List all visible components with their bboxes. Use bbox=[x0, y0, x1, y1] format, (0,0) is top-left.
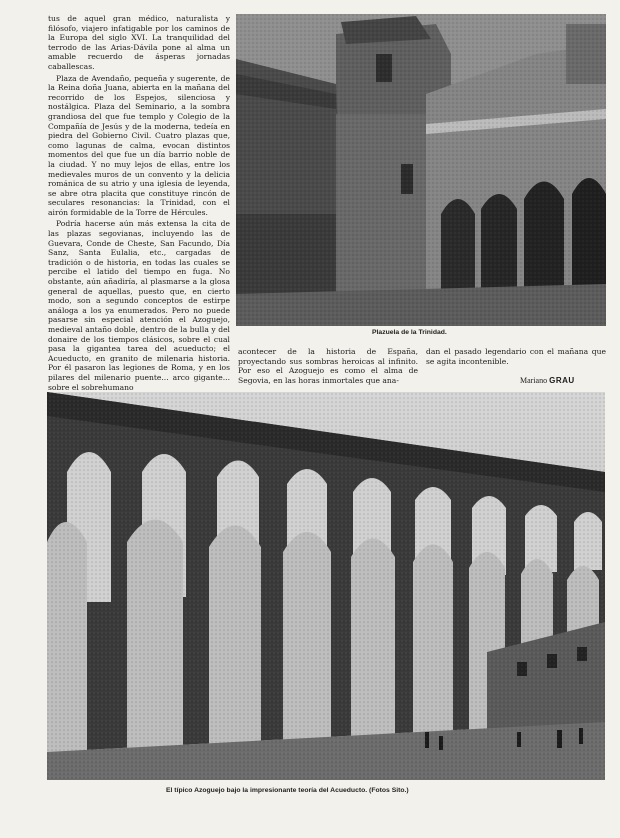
article-middle-column bbox=[238, 347, 418, 385]
author-signature bbox=[520, 376, 575, 385]
aqueduct-photo-caption: El típico Azoguejo bajo la impresionante teoría del Acueducto. (Fotos Sito.) bbox=[166, 787, 409, 794]
author-last-name: GRAU bbox=[549, 376, 575, 385]
article-right-text: dan el pasado legendario con el mañana que se agita incontenible. bbox=[426, 347, 606, 366]
trinidad-photo bbox=[236, 14, 606, 326]
article-paragraph-2: Plaza de Avendaño, pequeña y sugerente, de la Reina doña Juana, abierta en la mañana del recorrido de los Espejos, silenciosa y nostálgica. Plaza del Seminario, a la sombra grandiosa del que fue templo y Colegio de la Compañía de Jesús y de la moderna, tedeía en piedra del Gobierno Civil. Cuatro plazas que, como lagunas de calma, evocan distintos momentos del que fue un día barrio noble de la ciudad. Y no muy lejos de ellas, entre los medievales muros de un convento y la delicia románica de su atrio y una iglesia de leyenda, se abre otra placita que constituye rincón de seculares resonancias: la Trinidad, con el airón formidable de la Torre de Hércules. bbox=[48, 73, 230, 217]
article-left-column bbox=[48, 14, 230, 394]
article-right-column bbox=[426, 347, 606, 366]
article-paragraph-3: Podría hacerse aún más extensa la cita de las plazas segovianas, incluyendo las de Guevara, Conde de Cheste, San Facundo, Día Sanz, Santa Eulalia, etc., cargadas de tradición o de historia, en todas las cuales se percibe el latido del tiempo en fuga. No obstante, aún añadiría, al plasmarse a la glosa general de aquellas, puesto que, en cierto modo, son a segundo conceptos de estirpe análoga a los ya enumerados. Pero no puede pasarse sin especial atención el Azoguejo, medieval antaño doble, dentro de la bulla y del donaire de los tiempos clásicos, sobre el cual pasa la gigantea tarea del acueducto; el Acueducto, en granito de milenaria historia. Por él pasaron las legiones de Roma, y en los pilares del milenario puente... arco gigante... sobre el sobrehumano bbox=[48, 219, 230, 392]
article-middle-text: acontecer de la historia de España, proyectando sus sombras heroicas al infinito. Por eso el Azoguejo es como el alma de Segovia, en las horas inmortales que ana- bbox=[238, 347, 418, 385]
aqueduct-photo bbox=[47, 392, 605, 780]
author-first-name: Mariano bbox=[520, 376, 548, 385]
article-paragraph-1: tus de aquel gran médico, naturalista y filósofo, viajero infatigable por los caminos de la Europa del siglo XVI. La tranquilidad del terrodo de las Arias-Dávila pone al alma un amable recuerdo de ásperas jornadas caballescas. bbox=[48, 14, 230, 71]
trinidad-photo-caption: Plazuela de la Trinidad. bbox=[372, 329, 447, 336]
